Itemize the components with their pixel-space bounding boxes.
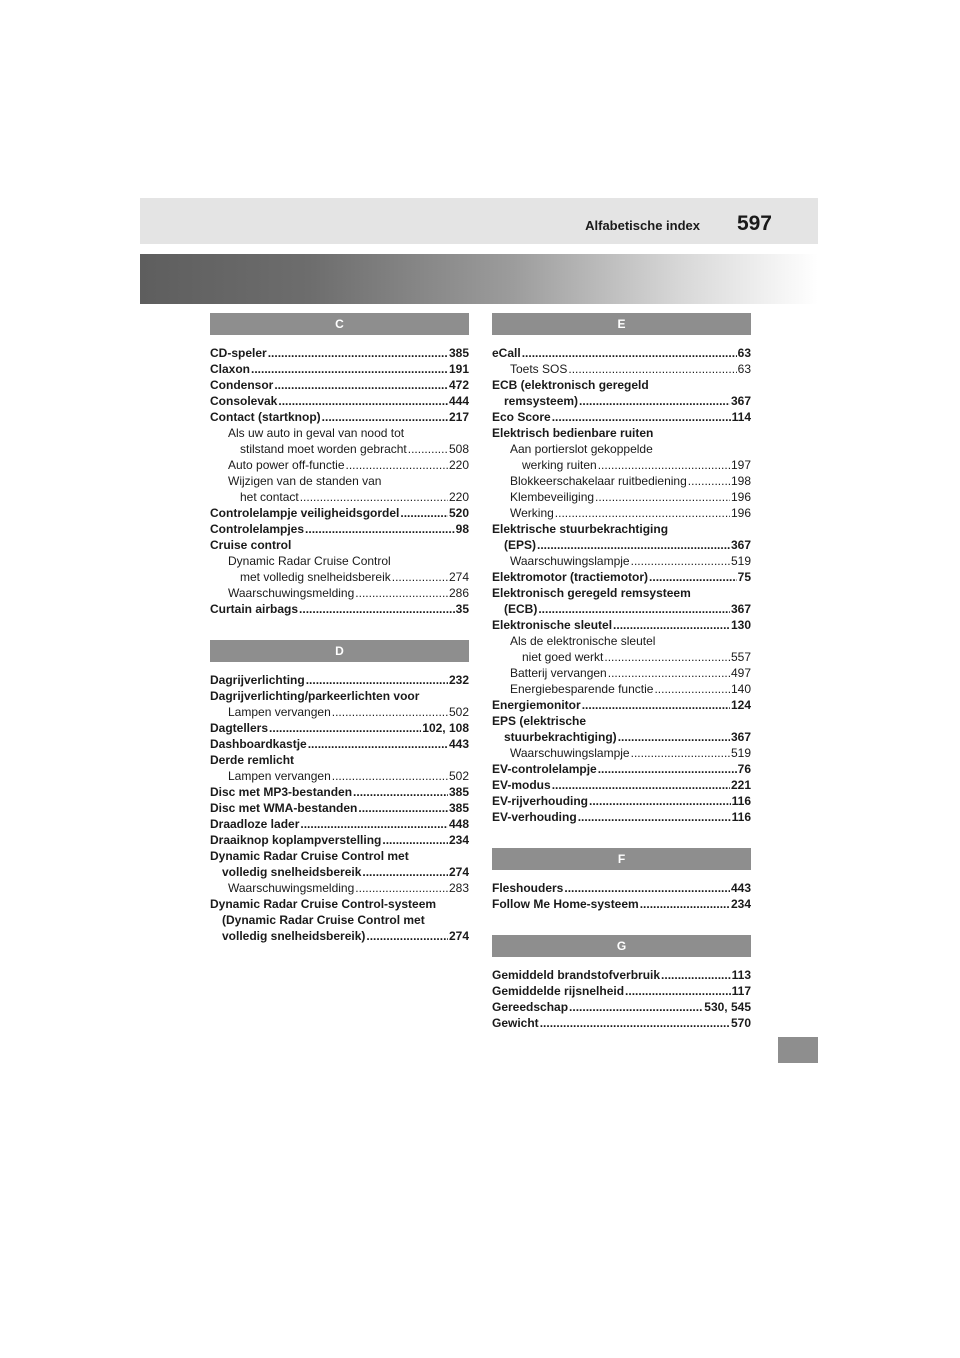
index-entry — [492, 409, 751, 425]
index-column-right — [492, 313, 751, 1031]
index-subentry — [210, 704, 469, 720]
index-entry — [210, 896, 469, 912]
entry-text: Condensor — [210, 378, 274, 392]
entry-page: 367 — [730, 730, 751, 744]
index-entry — [210, 361, 469, 377]
index-entry — [210, 537, 469, 553]
entry-text: Energiemonitor — [492, 698, 581, 712]
index-entry — [210, 912, 469, 928]
page-header — [140, 198, 818, 244]
entry-text: Dynamic Radar Cruise Control met — [210, 849, 409, 863]
entry-page: 196 — [730, 490, 751, 504]
dot-leader — [552, 409, 731, 425]
entry-text: stilstand moet worden gebracht — [240, 442, 407, 456]
entry-page: 502 — [448, 769, 469, 783]
index-entry — [492, 1015, 751, 1031]
entry-text: Disc met MP3-bestanden — [210, 785, 353, 799]
entry-text: Energiebesparende functie — [510, 682, 654, 696]
dot-leader — [362, 864, 448, 880]
index-subentry — [492, 505, 751, 521]
header-gradient-band — [140, 254, 818, 304]
index-subentry — [492, 489, 751, 505]
entry-page: 444 — [448, 394, 469, 408]
index-subentry — [492, 361, 751, 377]
index-entry — [492, 521, 751, 537]
entry-text: Waarschuwingsmelding — [228, 881, 355, 895]
entry-text: EV-rijverhouding — [492, 794, 589, 808]
dot-leader — [569, 999, 703, 1015]
entry-text: Lampen vervangen — [228, 769, 331, 783]
entry-page: 385 — [448, 346, 469, 360]
entry-text: Dagrijverlichting — [210, 673, 305, 687]
entry-page: 443 — [730, 881, 751, 895]
index-subentry — [492, 457, 751, 473]
dot-leader — [355, 880, 448, 896]
entry-text: stuurbekrachtiging) — [504, 730, 617, 744]
index-entry — [492, 983, 751, 999]
dot-leader — [308, 736, 448, 752]
dot-leader — [661, 967, 731, 983]
entry-page: 220 — [448, 490, 469, 504]
index-entry — [492, 537, 751, 553]
dot-leader — [358, 800, 448, 816]
entry-text: Werking — [510, 506, 554, 520]
entry-text: met volledig snelheidsbereik — [240, 570, 391, 584]
dot-leader — [392, 569, 448, 585]
index-entry — [210, 928, 469, 944]
index-entry — [210, 816, 469, 832]
entry-text: (EPS) — [504, 538, 537, 552]
dot-leader — [353, 784, 448, 800]
entry-text: Gemiddeld brandstofverbruik — [492, 968, 661, 982]
entry-page: 117 — [731, 984, 751, 998]
entry-text: Waarschuwingsmelding — [228, 586, 355, 600]
dot-leader — [649, 569, 737, 585]
entry-text: Derde remlicht — [210, 753, 295, 767]
index-entry — [492, 585, 751, 601]
dot-leader — [366, 928, 448, 944]
entry-page: 443 — [448, 737, 469, 751]
dot-leader — [322, 409, 448, 425]
index-subentry — [210, 768, 469, 784]
index-entry — [492, 425, 751, 441]
entry-text: Gewicht — [492, 1016, 539, 1030]
entry-text: Gereedschap — [492, 1000, 569, 1014]
index-entry — [492, 345, 751, 361]
entry-text: Controlelampjes — [210, 522, 305, 536]
index-entry — [210, 848, 469, 864]
entry-text: Contact (startknop) — [210, 410, 321, 424]
dot-leader — [625, 983, 731, 999]
entry-text: Eco Score — [492, 410, 551, 424]
entry-page: 274 — [448, 865, 469, 879]
index-entry — [492, 601, 751, 617]
entry-text: Waarschuwingslampje — [510, 554, 630, 568]
index-entry — [210, 505, 469, 521]
dot-leader — [578, 809, 731, 825]
dot-leader — [608, 665, 730, 681]
entry-page: 116 — [731, 810, 751, 824]
entry-page: 63 — [737, 362, 751, 376]
index-subentry — [492, 473, 751, 489]
entry-text: Aan portierslot gekoppelde — [510, 442, 653, 456]
entry-page: 367 — [730, 538, 751, 552]
index-entry — [492, 617, 751, 633]
entry-page: 116 — [731, 794, 751, 808]
entry-page: 63 — [737, 346, 751, 360]
entry-text: Gemiddelde rijsnelheid — [492, 984, 625, 998]
entry-text: Draadloze lader — [210, 817, 300, 831]
index-entry — [210, 377, 469, 393]
entry-page: 570 — [730, 1016, 751, 1030]
entry-page: 519 — [730, 554, 751, 568]
entry-text: Follow Me Home-systeem — [492, 897, 639, 911]
entry-page: 114 — [731, 410, 751, 424]
index-entry — [492, 697, 751, 713]
dot-leader — [305, 521, 455, 537]
index-subentry — [210, 553, 469, 569]
entry-text: Disc met WMA-bestanden — [210, 801, 358, 815]
entry-text: Wijzigen van de standen van — [228, 474, 382, 488]
dot-leader — [604, 649, 730, 665]
entry-text: Elektrisch bedienbare ruiten — [492, 426, 654, 440]
index-subentry — [210, 585, 469, 601]
dot-leader — [537, 537, 730, 553]
index-entry — [210, 720, 469, 736]
dot-leader — [618, 729, 730, 745]
index-entry — [492, 713, 751, 729]
section-header-f: F — [492, 848, 751, 870]
entry-text: Controlelampje veiligheidsgordel — [210, 506, 400, 520]
dot-leader — [540, 1015, 730, 1031]
index-entry — [210, 832, 469, 848]
dot-leader — [332, 768, 448, 784]
index-entry — [210, 784, 469, 800]
dot-leader — [299, 601, 455, 617]
entry-text: Cruise control — [210, 538, 292, 552]
entry-page: 472 — [448, 378, 469, 392]
entry-text: Lampen vervangen — [228, 705, 331, 719]
dot-leader — [552, 777, 730, 793]
index-entry — [210, 864, 469, 880]
entry-text: (ECB) — [504, 602, 538, 616]
entry-text: niet goed werkt — [522, 650, 604, 664]
entry-text: Dynamic Radar Cruise Control — [228, 554, 391, 568]
entry-page: 274 — [448, 929, 469, 943]
entry-text: Toets SOS — [510, 362, 568, 376]
entry-page: 232 — [448, 673, 469, 687]
index-entry — [210, 601, 469, 617]
index-entry — [492, 880, 751, 896]
index-entry — [492, 999, 751, 1015]
dot-leader — [631, 745, 730, 761]
entry-text: EV-verhouding — [492, 810, 577, 824]
dot-leader — [382, 832, 448, 848]
index-subentry — [210, 425, 469, 441]
entry-text: Elektronisch geregeld remsysteem — [492, 586, 691, 600]
entry-page: 197 — [730, 458, 751, 472]
entry-text: Blokkeerschakelaar ruitbediening — [510, 474, 687, 488]
entry-page: 102, 108 — [422, 721, 469, 735]
entry-page: 35 — [455, 602, 469, 616]
index-entry — [492, 377, 751, 393]
entry-page: 198 — [730, 474, 751, 488]
entry-text: Fleshouders — [492, 881, 564, 895]
index-subentry — [492, 553, 751, 569]
entry-text: volledig snelheidsbereik) — [222, 929, 366, 943]
index-entry — [492, 896, 751, 912]
entry-text: Curtain airbags — [210, 602, 299, 616]
dot-leader — [355, 585, 448, 601]
entry-page: 76 — [737, 762, 751, 776]
entry-text: Consolevak — [210, 394, 278, 408]
entry-text: het contact — [240, 490, 299, 504]
entry-text: Batterij vervangen — [510, 666, 607, 680]
dot-leader — [251, 361, 448, 377]
dot-leader — [589, 793, 731, 809]
entry-text: Dagrijverlichting/parkeerlichten voor — [210, 689, 420, 703]
entry-text: Elektrische stuurbekrachtiging — [492, 522, 669, 536]
entry-text: Draaiknop koplampverstelling — [210, 833, 382, 847]
index-entry — [210, 688, 469, 704]
chapter-tab — [778, 1037, 818, 1063]
entry-page: 217 — [448, 410, 469, 424]
index-subentry — [492, 665, 751, 681]
entry-text: (Dynamic Radar Cruise Control met — [222, 913, 425, 927]
header-title: Alfabetische index — [585, 218, 700, 233]
index-entry — [210, 800, 469, 816]
dot-leader — [346, 457, 448, 473]
entry-text: EPS (elektrische — [492, 714, 587, 728]
index-entry — [492, 569, 751, 585]
entry-page: 274 — [448, 570, 469, 584]
index-entry — [210, 672, 469, 688]
entry-page: 497 — [730, 666, 751, 680]
dot-leader — [631, 553, 730, 569]
index-entry — [492, 793, 751, 809]
section-header-c: C — [210, 313, 469, 335]
entry-page: 385 — [448, 801, 469, 815]
entry-page: 557 — [730, 650, 751, 664]
dot-leader — [595, 489, 730, 505]
index-entry — [492, 729, 751, 745]
index-subentry — [210, 457, 469, 473]
entry-page: 124 — [730, 698, 751, 712]
index-subentry — [210, 569, 469, 585]
dot-leader — [408, 441, 448, 457]
dot-leader — [400, 505, 448, 521]
entry-text: Als de elektronische sleutel — [510, 634, 656, 648]
index-entry — [492, 393, 751, 409]
entry-text: Klembeveiliging — [510, 490, 595, 504]
dot-leader — [582, 697, 730, 713]
dot-leader — [555, 505, 730, 521]
entry-page: 367 — [730, 394, 751, 408]
index-subentry — [210, 441, 469, 457]
entry-page: 286 — [448, 586, 469, 600]
index-entry — [492, 777, 751, 793]
entry-page: 234 — [448, 833, 469, 847]
dot-leader — [598, 761, 737, 777]
entry-page: 221 — [730, 778, 751, 792]
index-subentry — [492, 441, 751, 457]
entry-page: 234 — [730, 897, 751, 911]
entry-page: 283 — [448, 881, 469, 895]
dot-leader — [300, 816, 448, 832]
section-header-g: G — [492, 935, 751, 957]
dot-leader — [568, 361, 736, 377]
dot-leader — [564, 880, 730, 896]
entry-text: Waarschuwingslampje — [510, 746, 630, 760]
entry-page: 530, 545 — [704, 1000, 751, 1014]
index-subentry — [492, 633, 751, 649]
index-entry — [492, 761, 751, 777]
entry-page: 385 — [448, 785, 469, 799]
dot-leader — [598, 457, 730, 473]
index-entry — [210, 393, 469, 409]
entry-text: remsysteem) — [504, 394, 579, 408]
entry-text: EV-controlelampje — [492, 762, 597, 776]
index-entry — [210, 521, 469, 537]
entry-page: 220 — [448, 458, 469, 472]
entry-page: 520 — [448, 506, 469, 520]
entry-page: 98 — [455, 522, 469, 536]
entry-text: Elektromotor (tractiemotor) — [492, 570, 649, 584]
entry-text: Als uw auto in geval van nood tot — [228, 426, 405, 440]
dot-leader — [274, 377, 448, 393]
entry-text: EV-modus — [492, 778, 551, 792]
index-entry — [492, 809, 751, 825]
index-entry — [210, 409, 469, 425]
entry-page: 448 — [448, 817, 469, 831]
section-header-e: E — [492, 313, 751, 335]
page-number: 597 — [736, 212, 772, 235]
entry-page: 502 — [448, 705, 469, 719]
dot-leader — [640, 896, 730, 912]
entry-page: 519 — [730, 746, 751, 760]
dot-leader — [300, 489, 448, 505]
entry-text: eCall — [492, 346, 521, 360]
index-entry — [210, 736, 469, 752]
section-header-d: D — [210, 640, 469, 662]
dot-leader — [522, 345, 737, 361]
entry-text: Claxon — [210, 362, 251, 376]
dot-leader — [688, 473, 730, 489]
entry-text: Auto power off-functie — [228, 458, 345, 472]
dot-leader — [654, 681, 730, 697]
dot-leader — [332, 704, 448, 720]
entry-page: 367 — [730, 602, 751, 616]
index-subentry — [210, 880, 469, 896]
dot-leader — [538, 601, 730, 617]
entry-page: 508 — [448, 442, 469, 456]
dot-leader — [613, 617, 730, 633]
index-subentry — [210, 489, 469, 505]
index-subentry — [492, 745, 751, 761]
index-subentry — [492, 681, 751, 697]
entry-text: ECB (elektronisch geregeld — [492, 378, 649, 392]
entry-page: 130 — [730, 618, 751, 632]
entry-page: 75 — [737, 570, 751, 584]
entry-text: Dashboardkastje — [210, 737, 307, 751]
index-column-left — [210, 313, 469, 944]
entry-text: Elektronische sleutel — [492, 618, 613, 632]
dot-leader — [278, 393, 448, 409]
entry-text: werking ruiten — [522, 458, 597, 472]
dot-leader — [306, 672, 448, 688]
dot-leader — [269, 720, 421, 736]
entry-page: 113 — [731, 968, 751, 982]
entry-text: Dagtellers — [210, 721, 269, 735]
index-subentry — [492, 649, 751, 665]
dot-leader — [579, 393, 730, 409]
entry-page: 140 — [730, 682, 751, 696]
index-entry — [210, 752, 469, 768]
entry-text: Dynamic Radar Cruise Control-systeem — [210, 897, 437, 911]
index-entry — [492, 967, 751, 983]
dot-leader — [268, 345, 448, 361]
entry-page: 196 — [730, 506, 751, 520]
entry-page: 191 — [448, 362, 469, 376]
index-subentry — [210, 473, 469, 489]
index-entry — [210, 345, 469, 361]
entry-text: CD-speler — [210, 346, 267, 360]
entry-text: volledig snelheidsbereik — [222, 865, 362, 879]
